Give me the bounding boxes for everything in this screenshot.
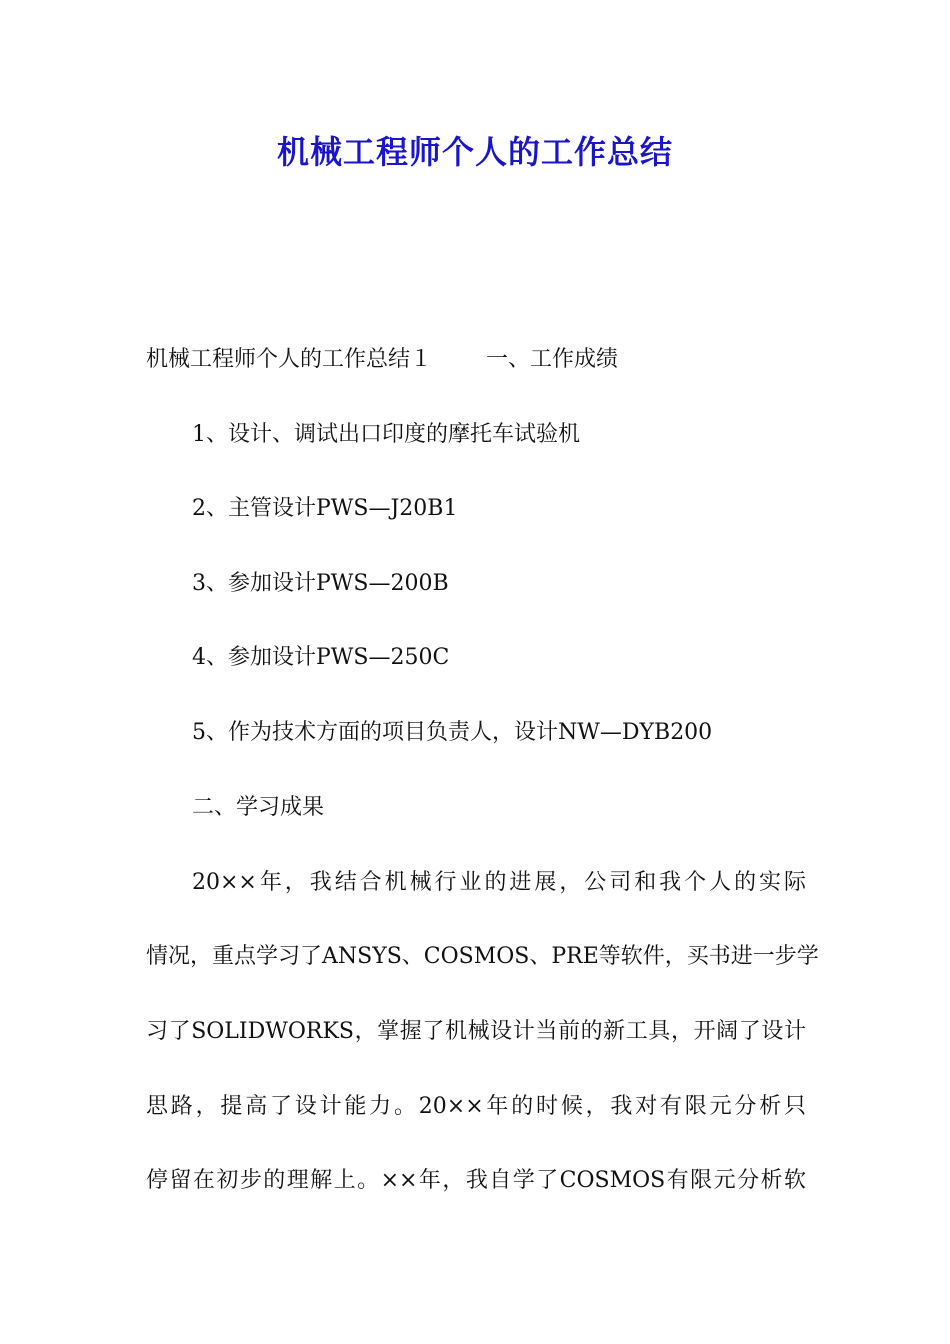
paragraph-line: 思路，提高了设计能力。20××年的时候，我对有限元分析只: [146, 1094, 806, 1119]
list-item: 5、作为技术方面的项目负责人，设计NW—DYB200: [192, 720, 713, 745]
list-item: 1、设计、调试出口印度的摩托车试验机: [192, 422, 580, 447]
document-title: 机械工程师个人的工作总结: [276, 133, 673, 171]
paragraph-line: 20××年，我结合机械行业的进展，公司和我个人的实际: [192, 870, 806, 895]
intro-line-left: 机械工程师个人的工作总结１: [146, 347, 433, 372]
section1-heading: 一、工作成绩: [486, 347, 619, 372]
paragraph-line: 停留在初步的理解上。××年，我自学了COSMOS有限元分析软: [146, 1168, 806, 1193]
list-item: 2、主管设计PWS—J20B1: [192, 496, 458, 521]
list-item: 3、参加设计PWS—200B: [192, 571, 449, 596]
paragraph-line: 习了SOLIDWORKS，掌握了机械设计当前的新工具，开阔了设计: [146, 1019, 806, 1044]
list-item: 4、参加设计PWS—250C: [192, 645, 450, 670]
section2-heading: 二、学习成果: [192, 795, 325, 820]
paragraph-line: 情况，重点学习了ANSYS、COSMOS、PRE等软件，买书进一步学: [146, 944, 819, 969]
intro-line: [146, 345, 618, 375]
